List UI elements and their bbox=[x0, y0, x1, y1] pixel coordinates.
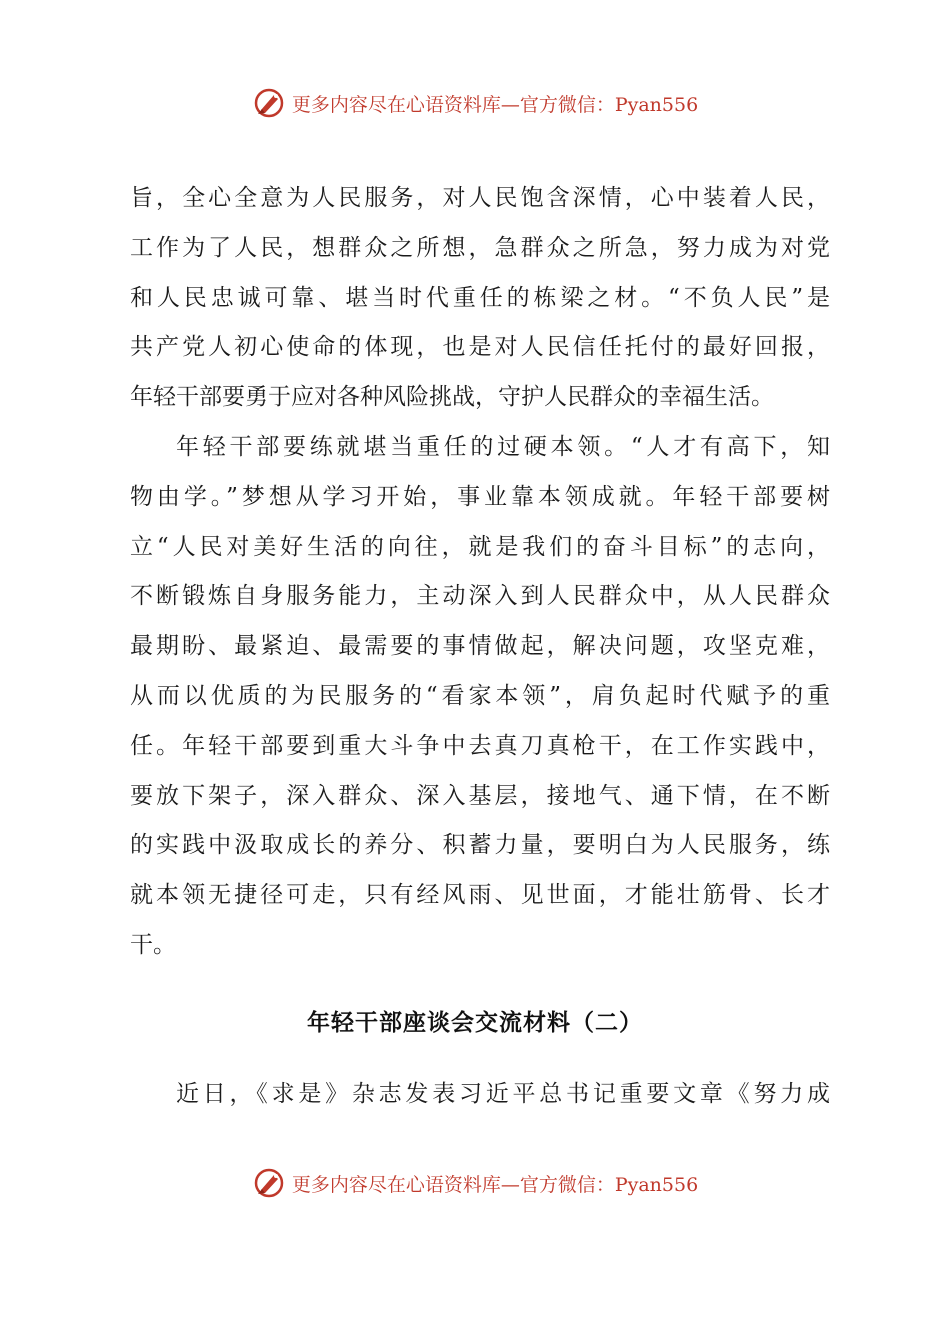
text-line: 的实践中汲取成长的养分、积蓄力量，要明白为人民服务，练 bbox=[130, 832, 830, 859]
banner-slogan: 更多内容尽在心语资料库—官方微信： bbox=[291, 1173, 615, 1196]
banner-slogan: 更多内容尽在心语资料库—官方微信： bbox=[291, 93, 615, 116]
text-line: 年轻干部要练就堪当重任的过硬本领。“人才有高下，知 bbox=[176, 433, 830, 460]
text-line: 干。 bbox=[130, 931, 176, 958]
text-line: 近日，《求是》杂志发表习近平总书记重要文章《努力成 bbox=[176, 1081, 830, 1107]
text-line: 要放下架子，深入群众、深入基层，接地气、通下情，在不断 bbox=[130, 782, 830, 809]
pen-logo-icon bbox=[252, 86, 286, 120]
text-line: 和人民忠诚可靠、堪当时代重任的栋梁之材。“不负人民”是 bbox=[130, 284, 830, 311]
pen-logo-icon bbox=[252, 1166, 286, 1200]
paragraph-2 bbox=[130, 423, 830, 971]
banner-wechat-id: Pyan556 bbox=[614, 1173, 699, 1196]
section-heading: 年轻干部座谈会交流材料（二） bbox=[307, 1010, 643, 1036]
text-line: 共产党人初心使命的体现，也是对人民信任托付的最好回报， bbox=[130, 334, 830, 361]
banner-wechat-id: Pyan556 bbox=[614, 93, 699, 116]
text-line: 物由学。”梦想从学习开始，事业靠本领成就。年轻干部要树 bbox=[130, 483, 830, 510]
text-line: 最期盼、最紧迫、最需要的事情做起，解决问题，攻坚克难， bbox=[130, 633, 830, 660]
document-body bbox=[130, 174, 830, 971]
text-line: 立“人民对美好生活的向往，就是我们的奋斗目标”的志向， bbox=[130, 533, 830, 560]
text-line: 工作为了人民，想群众之所想，急群众之所急，努力成为对党 bbox=[130, 234, 830, 261]
text-line: 年轻干部要勇于应对各种风险挑战，守护人民群众的幸福生活。 bbox=[130, 384, 774, 411]
text-line: 旨，全心全意为人民服务，对人民饱含深情，心中装着人民， bbox=[130, 185, 830, 211]
next-section-body bbox=[130, 1070, 830, 1120]
banner-text bbox=[292, 1170, 698, 1197]
footer-watermark-banner bbox=[0, 1163, 950, 1203]
text-line: 任。年轻干部要到重大斗争中去真刀真枪干，在工作实践中， bbox=[130, 732, 830, 759]
header-watermark-banner bbox=[0, 83, 950, 123]
text-line: 就本领无捷径可走，只有经风雨、见世面，才能壮筋骨、长才 bbox=[130, 882, 830, 909]
text-line: 从而以优质的为民服务的“看家本领”，肩负起时代赋予的重 bbox=[130, 682, 830, 709]
banner-text bbox=[292, 90, 698, 117]
paragraph-1 bbox=[130, 174, 830, 423]
text-line: 不断锻炼自身服务能力，主动深入到人民群众中，从人民群众 bbox=[130, 583, 830, 610]
